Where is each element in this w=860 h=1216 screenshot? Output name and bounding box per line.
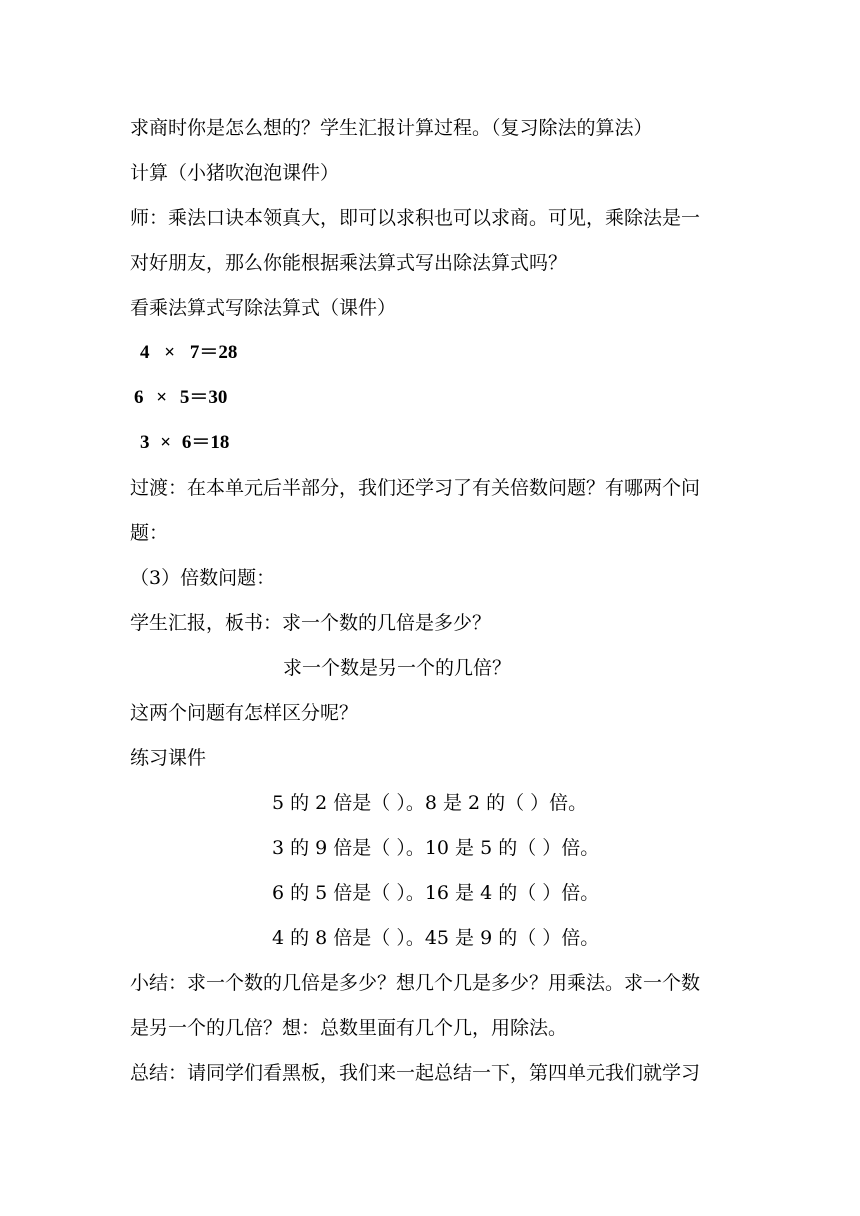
paragraph-line-3: 师：乘法口诀本领真大，即可以求积也可以求商。可见，乘除法是一 xyxy=(130,207,701,229)
paragraph-line-21: 是另一个的几倍？想：总数里面有几个几，用除法。 xyxy=(130,1017,568,1039)
paragraph-line-22: 总结：请同学们看黑板，我们来一起总结一下，第四单元我们就学习 xyxy=(130,1062,701,1084)
paragraph-line-13: 求一个数是另一个的几倍？ xyxy=(283,657,512,679)
paragraph-line-1: 求商时你是怎么想的？学生汇报计算过程。（复习除法的算法） xyxy=(130,117,653,139)
exercise-line-1: 5 的 2 倍是（ ）。8 是 2 的（ ）倍。 xyxy=(272,792,588,814)
paragraph-line-4: 对好朋友，那么你能根据乘法算式写出除法算式吗？ xyxy=(130,252,568,274)
equation-line-3: 3 × 6＝18 xyxy=(140,432,230,453)
paragraph-line-12: 学生汇报，板书：求一个数的几倍是多少？ xyxy=(130,612,492,634)
equation-line-2: 6 × 5＝30 xyxy=(134,387,228,408)
paragraph-line-20: 小结：求一个数的几倍是多少？想几个几是多少？用乘法。求一个数 xyxy=(130,972,701,994)
paragraph-line-9: 过渡：在本单元后半部分，我们还学习了有关倍数问题？有哪两个问 xyxy=(130,477,701,499)
section-heading: （3）倍数问题： xyxy=(130,567,276,589)
exercise-line-3: 6 的 5 倍是（ ）。16 是 4 的（ ）倍。 xyxy=(272,882,600,904)
exercise-line-2: 3 的 9 倍是（ ）。10 是 5 的（ ）倍。 xyxy=(272,837,600,859)
paragraph-line-5: 看乘法算式写除法算式（课件） xyxy=(130,297,397,319)
exercise-line-4: 4 的 8 倍是（ ）。45 是 9 的（ ）倍。 xyxy=(272,927,600,949)
paragraph-line-2: 计算（小猪吹泡泡课件） xyxy=(130,162,340,184)
paragraph-line-10: 题： xyxy=(130,522,169,544)
paragraph-line-14: 这两个问题有怎样区分呢？ xyxy=(130,702,359,724)
equation-line-1: 4 × 7＝28 xyxy=(140,342,238,363)
paragraph-line-15: 练习课件 xyxy=(130,747,207,769)
